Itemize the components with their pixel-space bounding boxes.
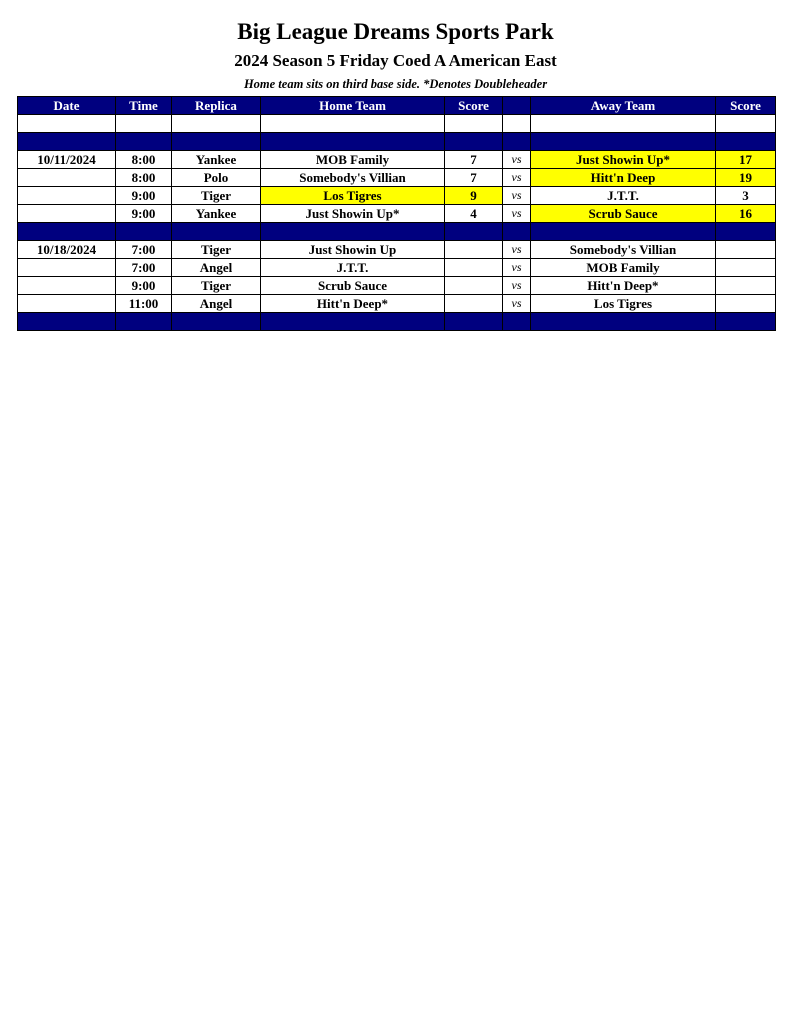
- away-score-cell: 16: [716, 205, 776, 223]
- band-cell: [261, 133, 445, 151]
- col-header-date: Date: [18, 97, 116, 115]
- home-score-cell: 7: [445, 151, 503, 169]
- band-cell: [503, 223, 531, 241]
- band-cell: [716, 223, 776, 241]
- away-team-cell: Los Tigres: [531, 295, 716, 313]
- home-team-cell: Just Showin Up*: [261, 205, 445, 223]
- blank-row: [18, 115, 776, 133]
- away-team-cell: J.T.T.: [531, 187, 716, 205]
- game-row: [18, 205, 776, 223]
- date-cell: [18, 295, 116, 313]
- blank-cell: [18, 115, 116, 133]
- schedule-table: [17, 96, 776, 331]
- vs-cell: vs: [503, 241, 531, 259]
- vs-cell: vs: [503, 187, 531, 205]
- home-team-cell: Just Showin Up: [261, 241, 445, 259]
- home-team-cell: Somebody's Villian: [261, 169, 445, 187]
- band-cell: [18, 223, 116, 241]
- vs-cell: vs: [503, 295, 531, 313]
- col-header-home-score: Score: [445, 97, 503, 115]
- week-separator-band: [18, 313, 776, 331]
- band-cell: [445, 223, 503, 241]
- band-cell: [18, 313, 116, 331]
- band-cell: [116, 313, 172, 331]
- home-score-cell: 7: [445, 169, 503, 187]
- blank-cell: [172, 115, 261, 133]
- band-cell: [503, 133, 531, 151]
- band-cell: [531, 313, 716, 331]
- date-cell: 10/11/2024: [18, 151, 116, 169]
- replica-cell: Angel: [172, 259, 261, 277]
- band-cell: [445, 133, 503, 151]
- band-cell: [172, 313, 261, 331]
- band-cell: [716, 313, 776, 331]
- col-header-vs: [503, 97, 531, 115]
- band-cell: [116, 133, 172, 151]
- replica-cell: Angel: [172, 295, 261, 313]
- away-score-cell: 19: [716, 169, 776, 187]
- time-cell: 8:00: [116, 151, 172, 169]
- away-team-cell: Hitt'n Deep: [531, 169, 716, 187]
- replica-cell: Polo: [172, 169, 261, 187]
- vs-cell: vs: [503, 169, 531, 187]
- band-cell: [116, 223, 172, 241]
- table-header-row: [18, 97, 776, 115]
- band-cell: [172, 133, 261, 151]
- col-header-time: Time: [116, 97, 172, 115]
- time-cell: 9:00: [116, 187, 172, 205]
- vs-cell: vs: [503, 151, 531, 169]
- away-team-cell: Somebody's Villian: [531, 241, 716, 259]
- game-row: [18, 277, 776, 295]
- time-cell: 7:00: [116, 259, 172, 277]
- game-row: [18, 259, 776, 277]
- time-cell: 8:00: [116, 169, 172, 187]
- home-score-cell: [445, 241, 503, 259]
- game-row: [18, 295, 776, 313]
- away-team-cell: Just Showin Up*: [531, 151, 716, 169]
- band-cell: [503, 313, 531, 331]
- vs-cell: vs: [503, 205, 531, 223]
- band-cell: [18, 133, 116, 151]
- home-team-cell: Los Tigres: [261, 187, 445, 205]
- band-cell: [261, 223, 445, 241]
- vs-cell: vs: [503, 277, 531, 295]
- away-score-cell: [716, 241, 776, 259]
- home-score-cell: [445, 277, 503, 295]
- away-team-cell: MOB Family: [531, 259, 716, 277]
- schedule-note: Home team sits on third base side. *Denotes Doubleheader: [243, 77, 548, 91]
- away-team-cell: Scrub Sauce: [531, 205, 716, 223]
- home-team-cell: J.T.T.: [261, 259, 445, 277]
- game-row: [18, 151, 776, 169]
- replica-cell: Yankee: [172, 151, 261, 169]
- date-cell: [18, 259, 116, 277]
- schedule-body: [18, 115, 776, 331]
- band-cell: [531, 223, 716, 241]
- date-cell: [18, 169, 116, 187]
- blank-cell: [261, 115, 445, 133]
- home-score-cell: 4: [445, 205, 503, 223]
- band-cell: [716, 133, 776, 151]
- time-cell: 11:00: [116, 295, 172, 313]
- date-cell: 10/18/2024: [18, 241, 116, 259]
- time-cell: 9:00: [116, 205, 172, 223]
- away-score-cell: [716, 259, 776, 277]
- week-separator-band: [18, 133, 776, 151]
- game-row: [18, 187, 776, 205]
- replica-cell: Tiger: [172, 277, 261, 295]
- blank-cell: [445, 115, 503, 133]
- blank-cell: [716, 115, 776, 133]
- col-header-away-score: Score: [716, 97, 776, 115]
- week-separator-band: [18, 223, 776, 241]
- away-score-cell: 3: [716, 187, 776, 205]
- band-cell: [172, 223, 261, 241]
- col-header-home-team: Home Team: [261, 97, 445, 115]
- page-subtitle: 2024 Season 5 Friday Coed A American East: [234, 51, 557, 70]
- time-cell: 9:00: [116, 277, 172, 295]
- col-header-away-team: Away Team: [531, 97, 716, 115]
- away-team-cell: Hitt'n Deep*: [531, 277, 716, 295]
- band-cell: [531, 133, 716, 151]
- replica-cell: Yankee: [172, 205, 261, 223]
- replica-cell: Tiger: [172, 187, 261, 205]
- home-team-cell: Hitt'n Deep*: [261, 295, 445, 313]
- band-cell: [445, 313, 503, 331]
- home-score-cell: 9: [445, 187, 503, 205]
- game-row: [18, 241, 776, 259]
- replica-cell: Tiger: [172, 241, 261, 259]
- col-header-replica: Replica: [172, 97, 261, 115]
- home-score-cell: [445, 295, 503, 313]
- page-title: Big League Dreams Sports Park: [237, 19, 554, 44]
- blank-cell: [503, 115, 531, 133]
- time-cell: 7:00: [116, 241, 172, 259]
- date-cell: [18, 205, 116, 223]
- away-score-cell: [716, 277, 776, 295]
- home-team-cell: MOB Family: [261, 151, 445, 169]
- away-score-cell: 17: [716, 151, 776, 169]
- blank-cell: [116, 115, 172, 133]
- home-team-cell: Scrub Sauce: [261, 277, 445, 295]
- game-row: [18, 169, 776, 187]
- date-cell: [18, 187, 116, 205]
- home-score-cell: [445, 259, 503, 277]
- away-score-cell: [716, 295, 776, 313]
- vs-cell: vs: [503, 259, 531, 277]
- date-cell: [18, 277, 116, 295]
- blank-cell: [531, 115, 716, 133]
- band-cell: [261, 313, 445, 331]
